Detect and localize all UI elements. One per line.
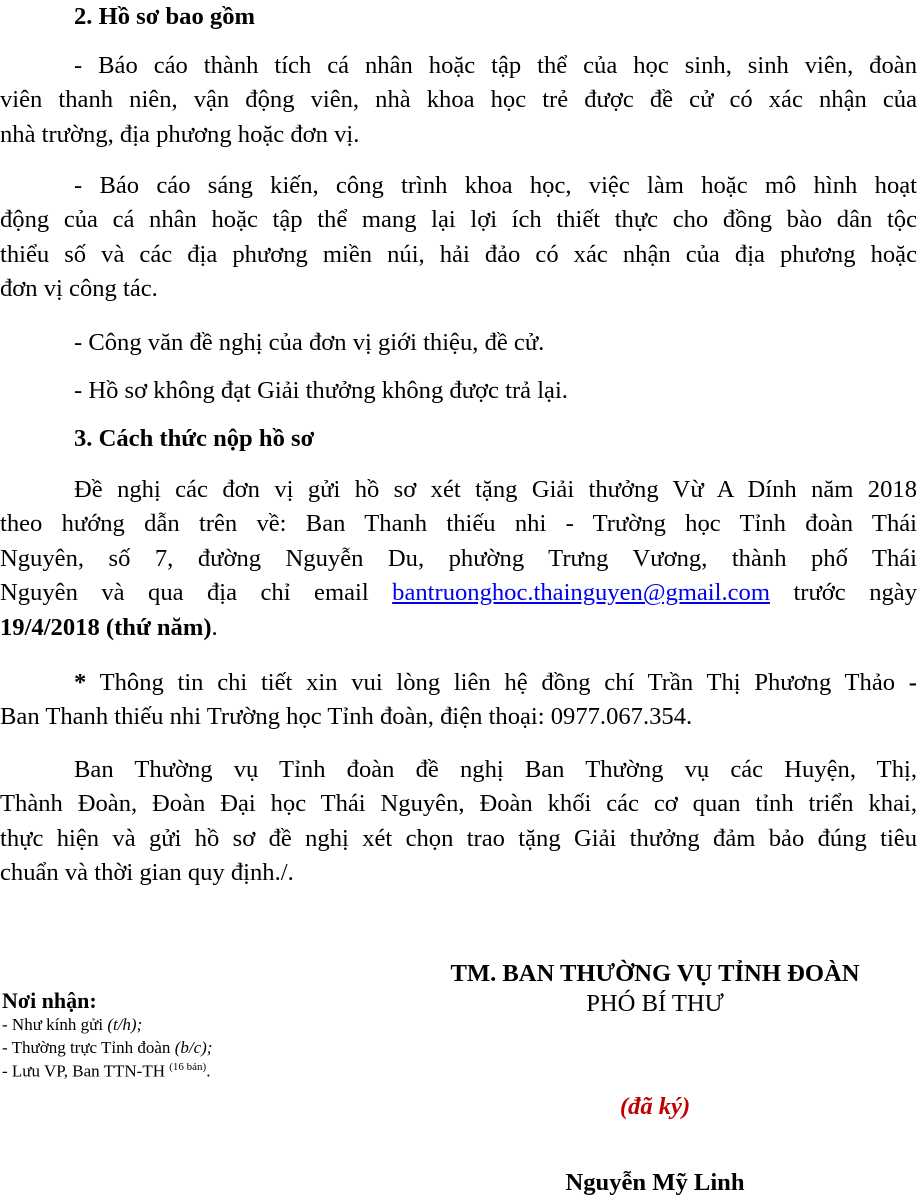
section-3-paragraph: [0, 473, 917, 645]
signature-organization: TM. BAN THƯỜNG VỤ TỈNH ĐOÀN: [450, 960, 860, 987]
deadline-period: .: [211, 613, 218, 641]
paragraph-line: viên thanh niên, vận động viên, nhà khoa học trẻ được đề cử có xác nhận của: [0, 86, 917, 114]
contact-paragraph: [0, 666, 917, 735]
recipient-text: - Như kính gửi: [2, 1015, 108, 1035]
paragraph-line: Ban Thường vụ Tỉnh đoàn đề nghị Ban Thường vụ các Huyện, Thị,: [74, 756, 917, 783]
recipient-text: - Thường trực Tỉnh đoàn: [2, 1038, 175, 1058]
contact-dash: -: [908, 669, 917, 696]
contact-line-2: Ban Thanh thiếu nhi Trường học Tỉnh đoàn, điện thoại: 0977.067.354.: [0, 703, 693, 731]
signed-mark: (đã ký): [619, 1093, 691, 1120]
section-2-item-1: [0, 49, 917, 152]
paragraph-line: Đề nghị các đơn vị gửi hồ sơ xét tặng Giải thưởng Vừ A Dính năm 2018: [74, 476, 917, 503]
recipients-title: Nơi nhận:: [2, 988, 97, 1013]
recipient-note: (t/h);: [107, 1015, 143, 1035]
paragraph-line: đơn vị công tác.: [0, 275, 158, 303]
signature-role: PHÓ BÍ THƯ: [586, 990, 724, 1018]
contact-line-1: Thông tin chi tiết xin vui lòng liên hệ đồng chí Trần Thị Phương Thảo: [99, 669, 896, 696]
recipient-superscript: (16 bản): [169, 1061, 207, 1074]
signature-block: [395, 957, 915, 1022]
recipient-item: [2, 1037, 212, 1060]
paragraph-line: [0, 611, 917, 645]
section-2-item-4: - Hồ sơ không đạt Giải thưởng không được trả lại.: [74, 377, 568, 404]
deadline-date: 19/4/2018 (thứ năm): [0, 613, 212, 641]
asterisk-mark: *: [74, 669, 87, 696]
email-line-suffix: trước ngày: [793, 579, 917, 607]
recipient-item: [2, 1014, 212, 1037]
section-2-item-3: - Công văn đề nghị của đơn vị giới thiệu, đề cử.: [74, 329, 545, 356]
closing-paragraph: [0, 753, 917, 891]
email-line-prefix: Nguyên và qua địa chỉ email: [0, 579, 369, 607]
paragraph-line: - Báo cáo sáng kiến, công trình khoa học, việc làm hoặc mô hình hoạt: [74, 172, 917, 199]
email-link[interactable]: bantruonghoc.thainguyen@gmail.com: [392, 579, 770, 607]
recipient-item: [2, 1060, 212, 1084]
paragraph-line: thực hiện và gửi hồ sơ đề nghị xét chọn trao tặng Giải thưởng đảm bảo đúng tiêu: [0, 824, 917, 852]
signer-name: Nguyễn Mỹ Linh: [565, 1169, 745, 1196]
section-2-heading: 2. Hồ sơ bao gồm: [74, 3, 256, 30]
paragraph-line: Thành Đoàn, Đoàn Đại học Thái Nguyên, Đoàn khối các cơ quan tỉnh triển khai,: [0, 790, 917, 818]
section-3-heading: 3. Cách thức nộp hồ sơ: [74, 425, 315, 452]
paragraph-line: chuẩn và thời gian quy định./.: [0, 859, 294, 887]
recipients-block: [2, 988, 212, 1084]
paragraph-line: động của cá nhân hoặc tập thể mang lại lợi ích thiết thực cho đồng bào dân tộc: [0, 206, 917, 234]
paragraph-line: nhà trường, địa phương hoặc đơn vị.: [0, 120, 360, 148]
paragraph-line: Nguyên, số 7, đường Nguyễn Du, phường Trưng Vương, thành phố Thái: [0, 544, 917, 572]
paragraph-line: theo hướng dẫn trên về: Ban Thanh thiếu nhi - Trường học Tỉnh đoàn Thái: [0, 510, 917, 538]
paragraph-line: [0, 576, 917, 610]
paragraph-line: [0, 666, 917, 700]
recipient-end: .: [206, 1061, 211, 1081]
recipient-note: (b/c);: [174, 1038, 213, 1058]
section-2-item-2: [0, 169, 917, 307]
paragraph-line: thiểu số và các địa phương miền núi, hải đảo có xác nhận của địa phương hoặc: [0, 240, 917, 268]
paragraph-line: - Báo cáo thành tích cá nhân hoặc tập thể của học sinh, sinh viên, đoàn: [74, 52, 917, 79]
recipient-text: - Lưu VP, Ban TTN-TH: [2, 1061, 170, 1081]
